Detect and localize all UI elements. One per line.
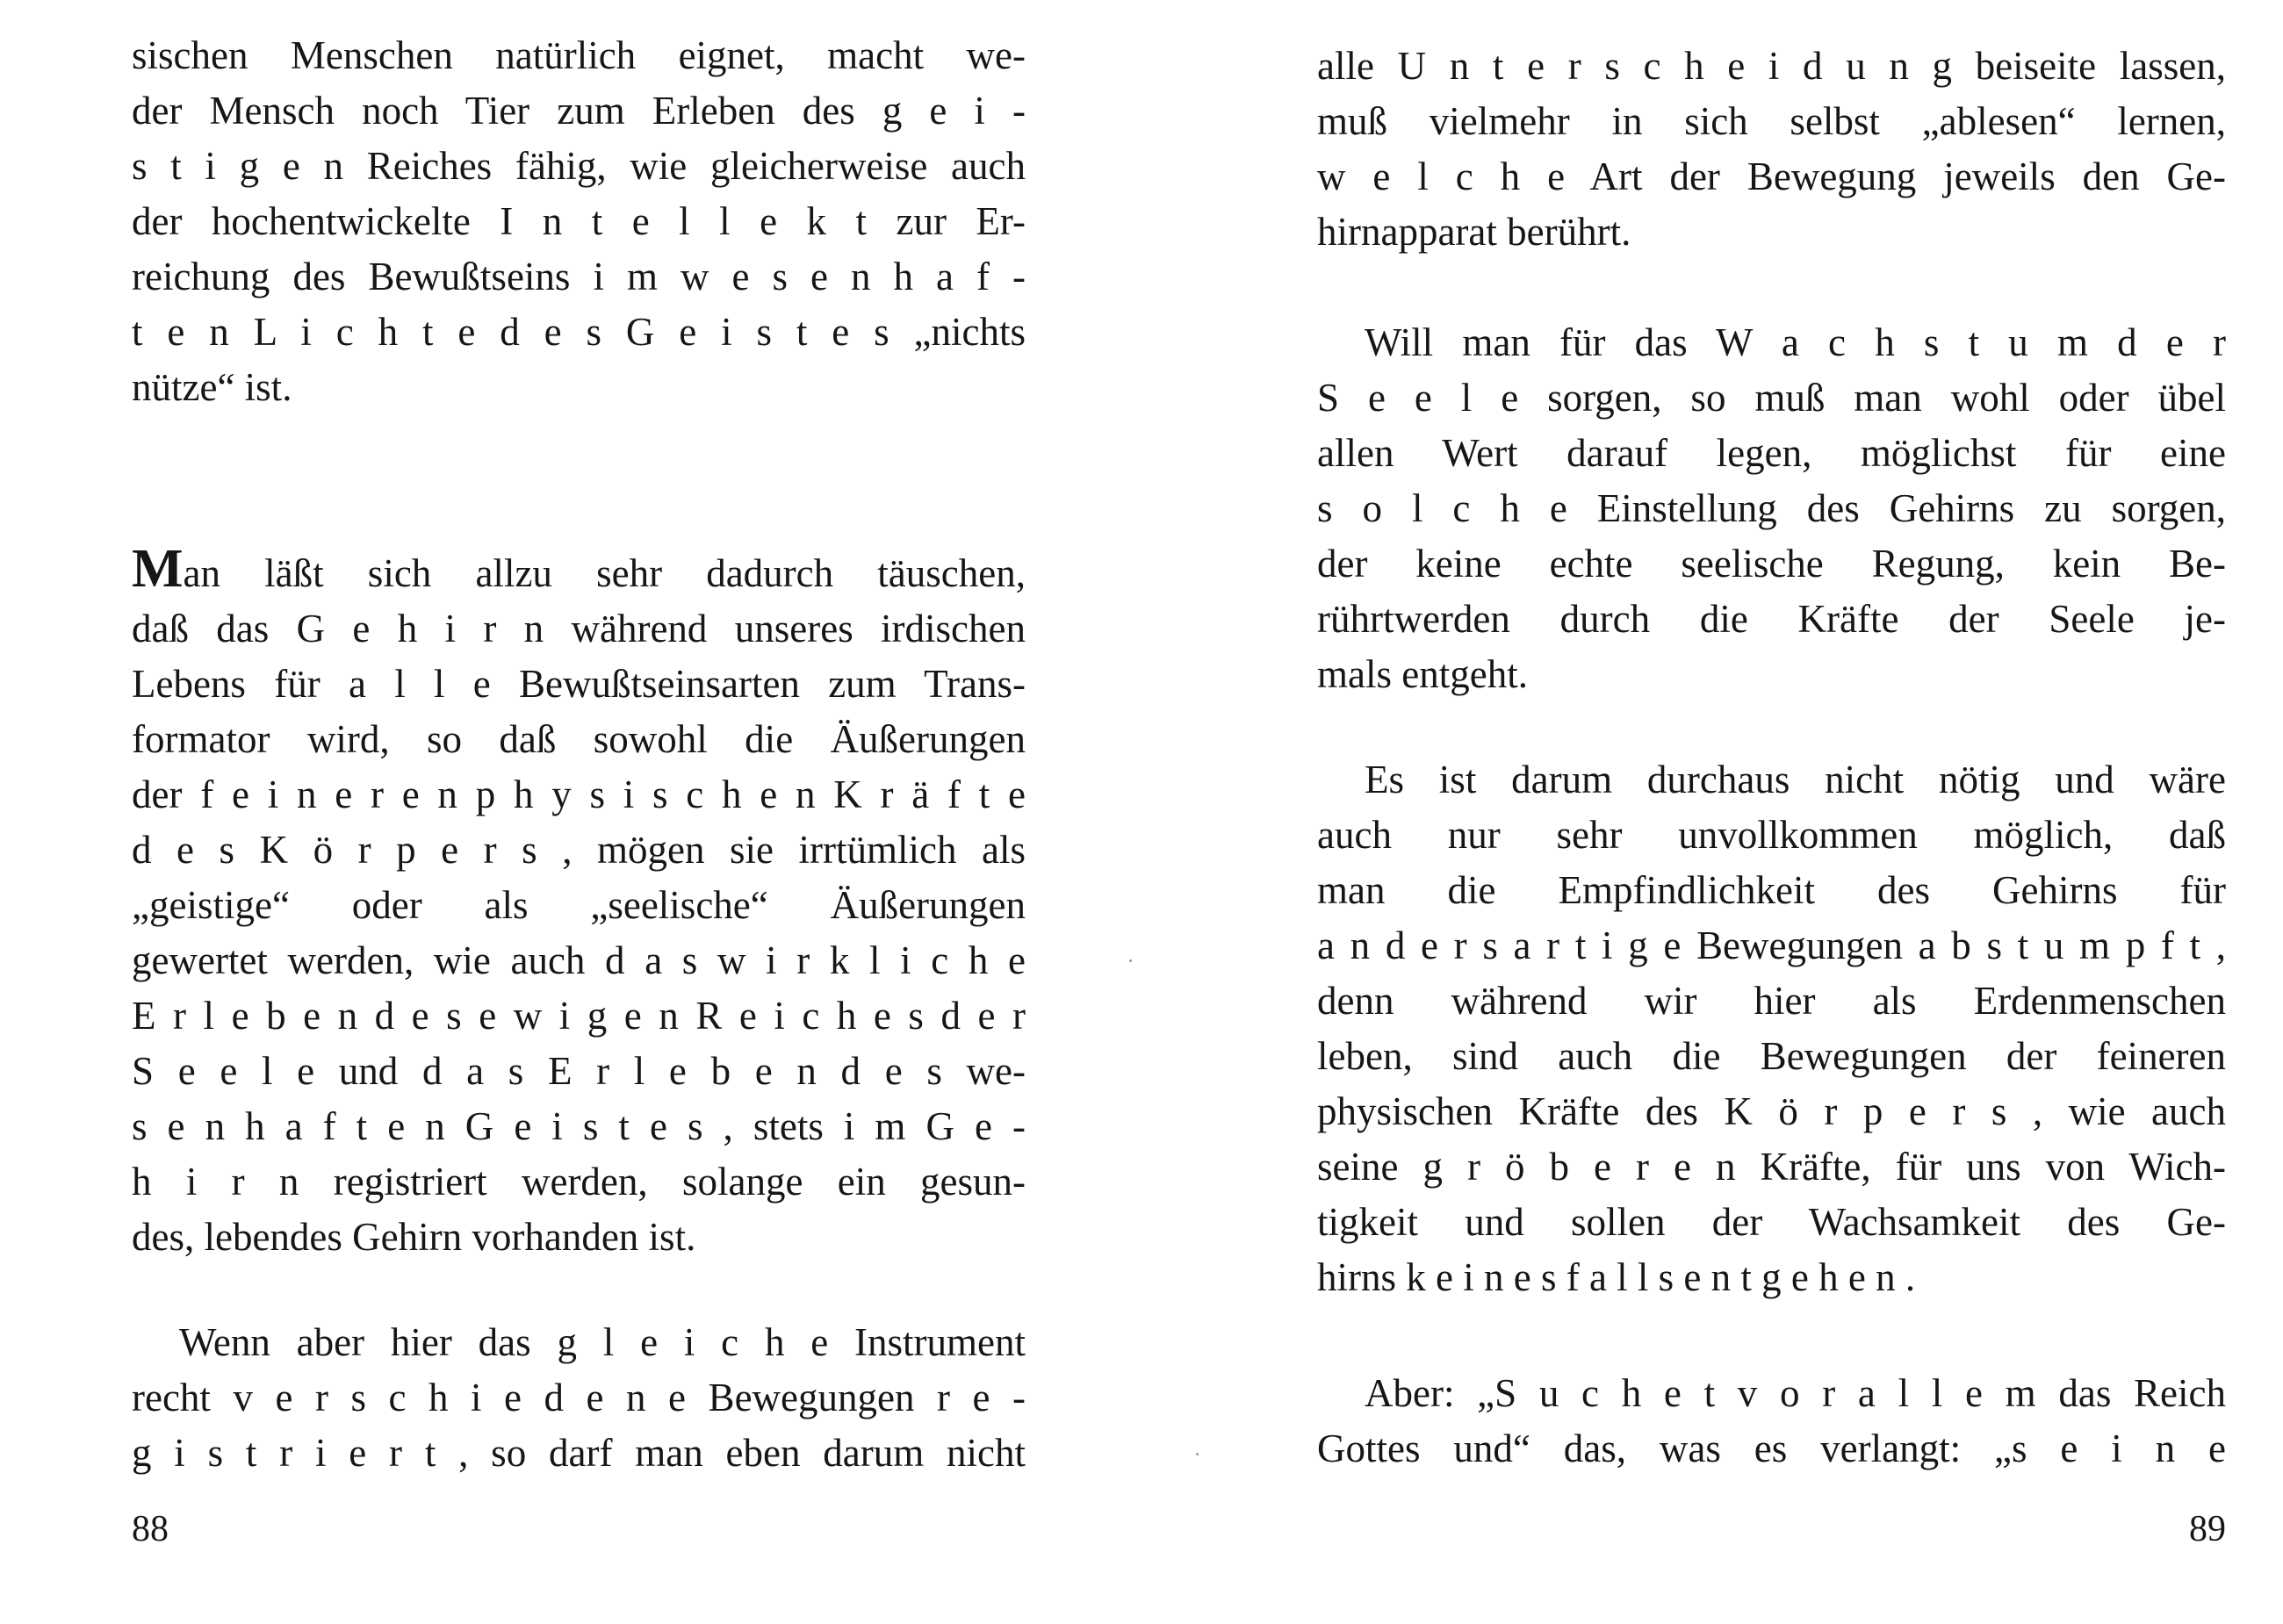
text-line: hirns k e i n e s f a l l s e n t g e h e n . [1317,1255,1916,1299]
text-line: auch nur sehr unvollkommen möglich, daß [1317,813,2226,857]
text-line: mals entgeht. [1317,652,1528,696]
text-line: s o l c h e Einstellung des Gehirns zu sorgen, [1317,486,2226,530]
right-paragraph-1 [1317,39,2226,260]
text-line: physischen Kräfte des K ö r p e r s , wie auch [1317,1089,2226,1133]
text-line: muß vielmehr in sich selbst „ablesen“ lernen, [1317,99,2226,143]
text-line: formator wird, so daß sowohl die Äußerungen [132,717,1026,761]
text-line: der hochentwickelte I n t e l l e k t zur Er- [132,199,1026,243]
text-line: der Mensch noch Tier zum Erleben des g e i - [132,89,1026,133]
text-line: gewertet werden, wie auch d a s w i r k l i c h e [132,938,1026,982]
page-number: 88 [132,1509,169,1549]
text-line: alle U n t e r s c h e i d u n g beiseite lassen, [1317,44,2226,88]
right-paragraph-2 [1317,315,2226,702]
text-line: sischen Menschen natürlich eignet, macht we- [132,33,1026,77]
text-line: E r l e b e n d e s e w i g e n R e i c h e s d e r [132,994,1026,1038]
text-line: denn während wir hier als Erdenmenschen [1317,979,2226,1023]
text-line: Wenn aber hier das g l e i c h e Instrument [179,1320,1026,1364]
text-line: man die Empfindlichkeit des Gehirns für [1317,868,2226,912]
scan-speck [1196,1453,1199,1455]
text-line: s t i g e n Reiches fähig, wie gleicherweise auch [132,144,1026,188]
text-line: h i r n registriert werden, solange ein gesun- [132,1160,1026,1204]
right-paragraph-4 [1317,1366,2226,1477]
text-line: seine g r ö b e r e n Kräfte, für uns von Wich- [1317,1145,2226,1189]
page-number: 89 [2189,1509,2226,1549]
text-line: S e e l e sorgen, so muß man wohl oder übel [1317,376,2226,420]
text-line: a n d e r s a r t i g e Bewegungen a b s t u m p f t , [1317,923,2226,967]
text-line: t e n L i c h t e d e s G e i s t e s „nichts [132,310,1026,354]
left-paragraph-2 [132,539,1026,1265]
text-line-rest: an läßt sich allzu sehr dadurch täuschen, [183,551,1026,595]
text-line: des, lebendes Gehirn vorhanden ist. [132,1215,696,1259]
text-line: hirnapparat berührt. [1317,210,1631,254]
text-line: nütze“ ist. [132,365,292,409]
text-line: Aber: „S u c h e t v o r a l l e m das Reich [1365,1371,2226,1415]
drop-cap: M [132,539,184,599]
text-line: S e e l e und d a s E r l e b e n d e s we- [132,1049,1026,1093]
left-paragraph-1 [132,28,1026,415]
text-line: Lebens für a l l e Bewußtseinsarten zum Trans- [132,662,1026,706]
text-line: g i s t r i e r t , so darf man eben darum nicht [132,1431,1026,1475]
text-line: „geistige“ oder als „seelische“ Äußerungen [132,883,1026,927]
text-line: Gottes und“ das, was es verlangt: „s e i n e [1317,1426,2226,1470]
text-line: tigkeit und sollen der Wachsamkeit des Ge- [1317,1200,2226,1244]
right-paragraph-3 [1317,752,2226,1305]
text-line: leben, sind auch die Bewegungen der feineren [1317,1034,2226,1078]
scan-speck [1129,959,1132,962]
right-page [1317,0,2226,1624]
text-line: Will man für das W a c h s t u m d e r [1365,320,2226,364]
text-line: d e s K ö r p e r s , mögen sie irrtümlich als [132,828,1026,872]
left-paragraph-3 [132,1315,1026,1481]
text-line: recht v e r s c h i e d e n e Bewegungen r e - [132,1376,1026,1419]
text-line: w e l c h e Art der Bewegung jeweils den Ge- [1317,154,2226,198]
text-line: der f e i n e r e n p h y s i s c h e n K r ä f t e [132,772,1026,816]
text-line: reichung des Bewußtseins i m w e s e n h a f - [132,255,1026,298]
text-line: rührtwerden durch die Kräfte der Seele je- [1317,597,2226,641]
text-line: Es ist darum durchaus nicht nötig und wäre [1365,758,2226,801]
left-page [132,0,1026,1624]
text-line [132,539,1026,601]
text-line: daß das G e h i r n während unseres irdischen [132,607,1026,650]
text-line: s e n h a f t e n G e i s t e s , stets i m G e - [132,1104,1026,1148]
text-line: der keine echte seelische Regung, kein Be- [1317,542,2226,586]
text-line: allen Wert darauf legen, möglichst für eine [1317,431,2226,475]
